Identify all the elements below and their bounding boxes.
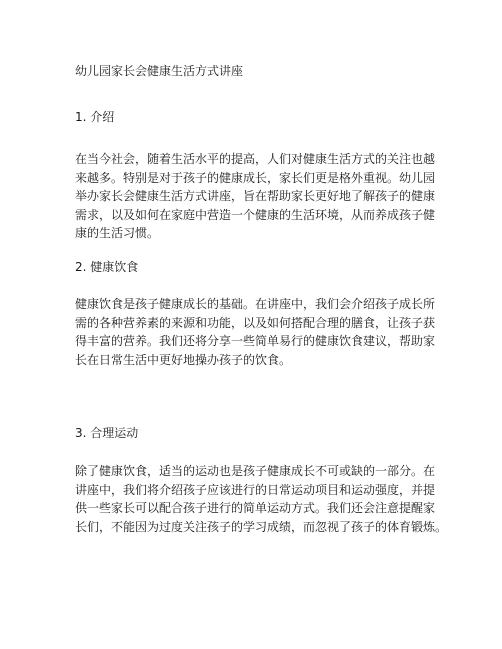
section-paragraph-exercise [75,462,448,536]
document-title: 幼儿园家长会健康生活方式讲座 [75,64,244,78]
section-paragraph-diet [75,295,435,369]
paragraph-line: 康的生活习惯。 [75,226,160,240]
paragraph-line: 需求，以及如何在家庭中营造一个健康的生活环境，从而养成孩子健 [75,207,436,222]
section-paragraph-intro [75,150,435,243]
paragraph-line: 得丰富的营养。我们还将分享一些简单易行的健康饮食建议，帮助家 [75,334,436,348]
paragraph-line: 除了健康饮食，适当的运动也是孩子健康成长不可或缺的一部分。在 [75,464,436,478]
section-heading-intro: 1. 介绍 [75,110,115,124]
paragraph-line: 供一些家长可以配合孩子进行的简单运动方式。我们还会注意提醒家 [75,501,436,515]
paragraph-line: 长在日常生活中更好地操办孩子的饮食。 [75,352,292,367]
paragraph-line: 举办家长会健康生活方式讲座，旨在帮助家长更好地了解孩子的健康 [75,189,436,203]
paragraph-line: 来越多。特别是对于孩子的健康成长，家长们更是格外重视。幼儿园 [75,170,436,185]
paragraph-line: 健康饮食是孩子健康成长的基础。在讲座中，我们会介绍孩子成长所 [75,297,436,311]
paragraph-line: 在当今社会，随着生活水平的提高，人们对健康生活方式的关注也越 [75,152,436,166]
section-heading-diet: 2. 健康饮食 [75,260,139,274]
paragraph-line: 讲座中，我们将介绍孩子应该进行的日常运动项目和运动强度，并提 [75,482,436,497]
paragraph-line: 需的各种营养素的来源和功能，以及如何搭配合理的膳食，让孩子获 [75,315,436,330]
paragraph-line: 长们，不能因为过度关注孩子的学习成绩，而忽视了孩子的体育锻炼。 [75,519,448,534]
section-heading-exercise: 3. 合理运动 [75,426,139,440]
